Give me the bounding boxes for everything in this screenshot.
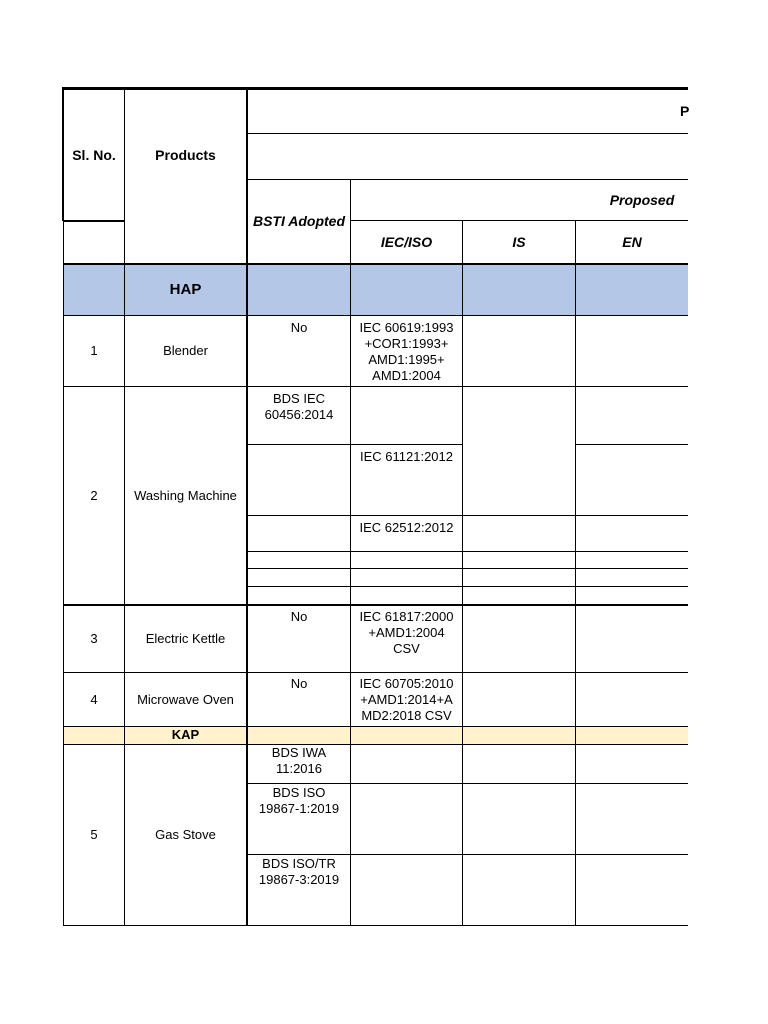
row-1-bsti: No [290, 320, 308, 335]
grid-line [350, 179, 351, 926]
row-3-product: Electric Kettle [145, 631, 226, 646]
row-2-product: Washing Machine [134, 487, 237, 503]
row-4-iec: IEC 60705:2010 +AMD1:2014+A MD2:2018 CSV [359, 676, 454, 723]
row-4-sl: 4 [90, 691, 98, 707]
grid-line [576, 444, 688, 445]
row-3-sl: 3 [90, 631, 98, 646]
products-header: Products [155, 147, 216, 163]
grid-line [63, 925, 688, 926]
grid-line [247, 551, 688, 552]
row-1-iec: IEC 60619:1993 +COR1:1993+ AMD1:1995+ AMD1:2004 [359, 320, 454, 383]
grid-line [247, 179, 688, 180]
row-2-iec-a: IEC 61121:2012 [360, 449, 453, 464]
proposed-header: Proposed [609, 192, 675, 208]
row-2-iec-b: IEC 62512:2012 [359, 520, 454, 535]
row-1-product: Blender [163, 343, 208, 358]
section-hap: HAP [169, 281, 202, 298]
row-5-bsti-c: BDS ISO/TR 19867-3:2019 [258, 856, 340, 887]
grid-line [247, 515, 688, 516]
row-4-product: Microwave Oven [137, 691, 234, 707]
row-5-bsti-a: BDS IWA 11:2016 [271, 745, 327, 776]
grid-line [462, 220, 463, 926]
col-header-iec-iso: IEC/ISO [380, 234, 433, 250]
grid-line [575, 220, 576, 926]
row-4-bsti: No [290, 676, 308, 691]
group-header-cut: P [680, 103, 690, 119]
row-3-iec: IEC 61817:2000 +AMD1:2004 CSV [359, 609, 454, 656]
bsti-adopted-header: BSTI Adopted [252, 213, 346, 229]
row-1-sl: 1 [90, 343, 98, 358]
row-2-bsti: BDS IEC 60456:2014 [264, 391, 334, 422]
grid-line [247, 586, 688, 587]
section-kap: KAP [171, 727, 200, 742]
row-5-sl: 5 [90, 827, 98, 842]
grid-line [247, 133, 688, 134]
row-3-bsti: No [290, 609, 308, 624]
row-5-product: Gas Stove [155, 827, 216, 842]
col-header-is: IS [512, 234, 526, 250]
col-header-en: EN [622, 234, 642, 250]
row-5-bsti-b: BDS ISO 19867-1:2019 [258, 785, 340, 816]
sl-no-header: Sl. No. [72, 147, 116, 163]
row-2-sl: 2 [90, 487, 98, 503]
grid-line [247, 568, 688, 569]
